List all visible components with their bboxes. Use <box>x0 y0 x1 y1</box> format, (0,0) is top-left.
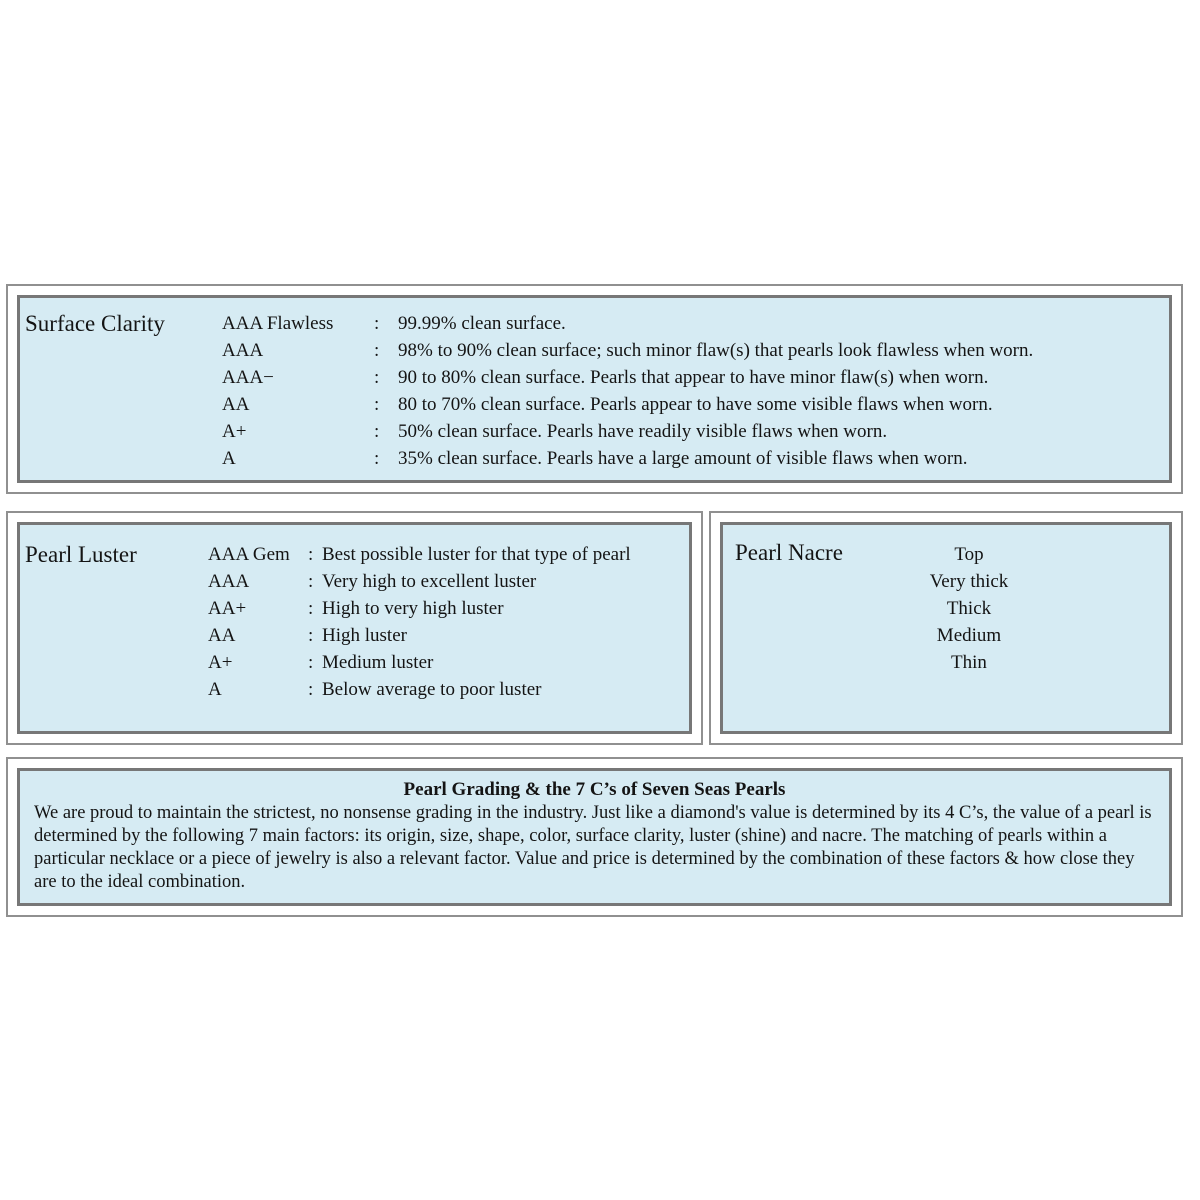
pearl-luster-panel-inner <box>17 522 692 734</box>
grade-label: AAA <box>208 571 250 592</box>
pearl-luster-row <box>208 676 681 703</box>
colon-separator: : <box>374 340 380 361</box>
grade-label: A+ <box>208 652 233 673</box>
colon-separator: : <box>308 652 314 673</box>
grade-description: 98% to 90% clean surface; such minor flaw(s) that pearls look flawless when worn. <box>398 340 1034 361</box>
grade-description: 99.99% clean surface. <box>398 313 566 334</box>
colon-separator: : <box>308 544 314 565</box>
grade-label: AAA <box>222 340 264 361</box>
grade-label: A <box>208 679 222 700</box>
grading-note-body: We are proud to maintain the strictest, no nonsense grading in the industry. Just like a diamond's value is determined by its 4 C’s, the value of a pearl is determined by the following 7 main factors: its origin, size, shape, color, surface clarity, luster (shine) and nacre. The matching of pearls within a particular necklace or a piece of jewelry is also a relevant factor. Value and price is determined by the combination of these factors & how close they are to the ideal combination. <box>34 803 1152 892</box>
surface-clarity-title: Surface Clarity <box>25 311 165 336</box>
colon-separator: : <box>374 394 380 415</box>
surface-clarity-rows <box>222 310 1161 472</box>
colon-separator: : <box>374 448 380 469</box>
pearl-luster-rows <box>208 541 681 703</box>
colon-separator: : <box>308 679 314 700</box>
nacre-level: Top <box>954 544 984 565</box>
surface-clarity-row <box>222 391 1161 418</box>
grade-description: Medium luster <box>322 652 434 673</box>
surface-clarity-panel <box>6 284 1183 494</box>
surface-clarity-panel-inner <box>17 295 1172 483</box>
colon-separator: : <box>308 571 314 592</box>
grading-note-title: Pearl Grading & the 7 C’s of Seven Seas Pearls <box>403 779 786 800</box>
grade-label: AAA Flawless <box>222 313 334 334</box>
surface-clarity-row <box>222 418 1161 445</box>
grade-label: AA+ <box>208 598 247 619</box>
colon-separator: : <box>308 625 314 646</box>
pearl-luster-row <box>208 649 681 676</box>
grade-description: 90 to 80% clean surface. Pearls that appear to have minor flaw(s) when worn. <box>398 367 989 388</box>
colon-separator: : <box>374 421 380 442</box>
grade-description: High luster <box>322 625 407 646</box>
grade-label: AA <box>208 625 236 646</box>
grading-note-panel-inner <box>17 768 1172 906</box>
grade-description: High to very high luster <box>322 598 504 619</box>
colon-separator: : <box>374 367 380 388</box>
pearl-luster-row <box>208 568 681 595</box>
nacre-level: Thick <box>946 598 992 619</box>
grade-description: Below average to poor luster <box>322 679 542 700</box>
pearl-luster-row <box>208 622 681 649</box>
surface-clarity-row <box>222 445 1161 472</box>
pearl-luster-row <box>208 595 681 622</box>
grade-description: 50% clean surface. Pearls have readily visible flaws when worn. <box>398 421 888 442</box>
grade-description: 80 to 70% clean surface. Pearls appear to have some visible flaws when worn. <box>398 394 993 415</box>
pearl-luster-panel <box>6 511 703 745</box>
grade-description: Very high to excellent luster <box>322 571 537 592</box>
pearl-luster-title: Pearl Luster <box>25 542 137 567</box>
grade-label: AAA− <box>222 367 274 388</box>
pearl-luster-row <box>208 541 681 568</box>
pearl-nacre-panel-inner <box>720 522 1172 734</box>
surface-clarity-row <box>222 364 1161 391</box>
surface-clarity-row <box>222 337 1161 364</box>
nacre-level: Thin <box>951 652 987 673</box>
surface-clarity-row <box>222 310 1161 337</box>
nacre-level: Medium <box>936 625 1002 646</box>
pearl-nacre-panel <box>709 511 1183 745</box>
colon-separator: : <box>374 313 380 334</box>
grade-label: A+ <box>222 421 247 442</box>
grade-label: AAA Gem <box>208 544 290 565</box>
grade-description: Best possible luster for that type of pearl <box>322 544 631 565</box>
grade-label: A <box>222 448 236 469</box>
nacre-level: Very thick <box>929 571 1009 592</box>
pearl-nacre-title: Pearl Nacre <box>735 540 843 565</box>
grade-description: 35% clean surface. Pearls have a large amount of visible flaws when worn. <box>398 448 968 469</box>
grade-label: AA <box>222 394 250 415</box>
colon-separator: : <box>308 598 314 619</box>
grading-note-panel <box>6 757 1183 917</box>
